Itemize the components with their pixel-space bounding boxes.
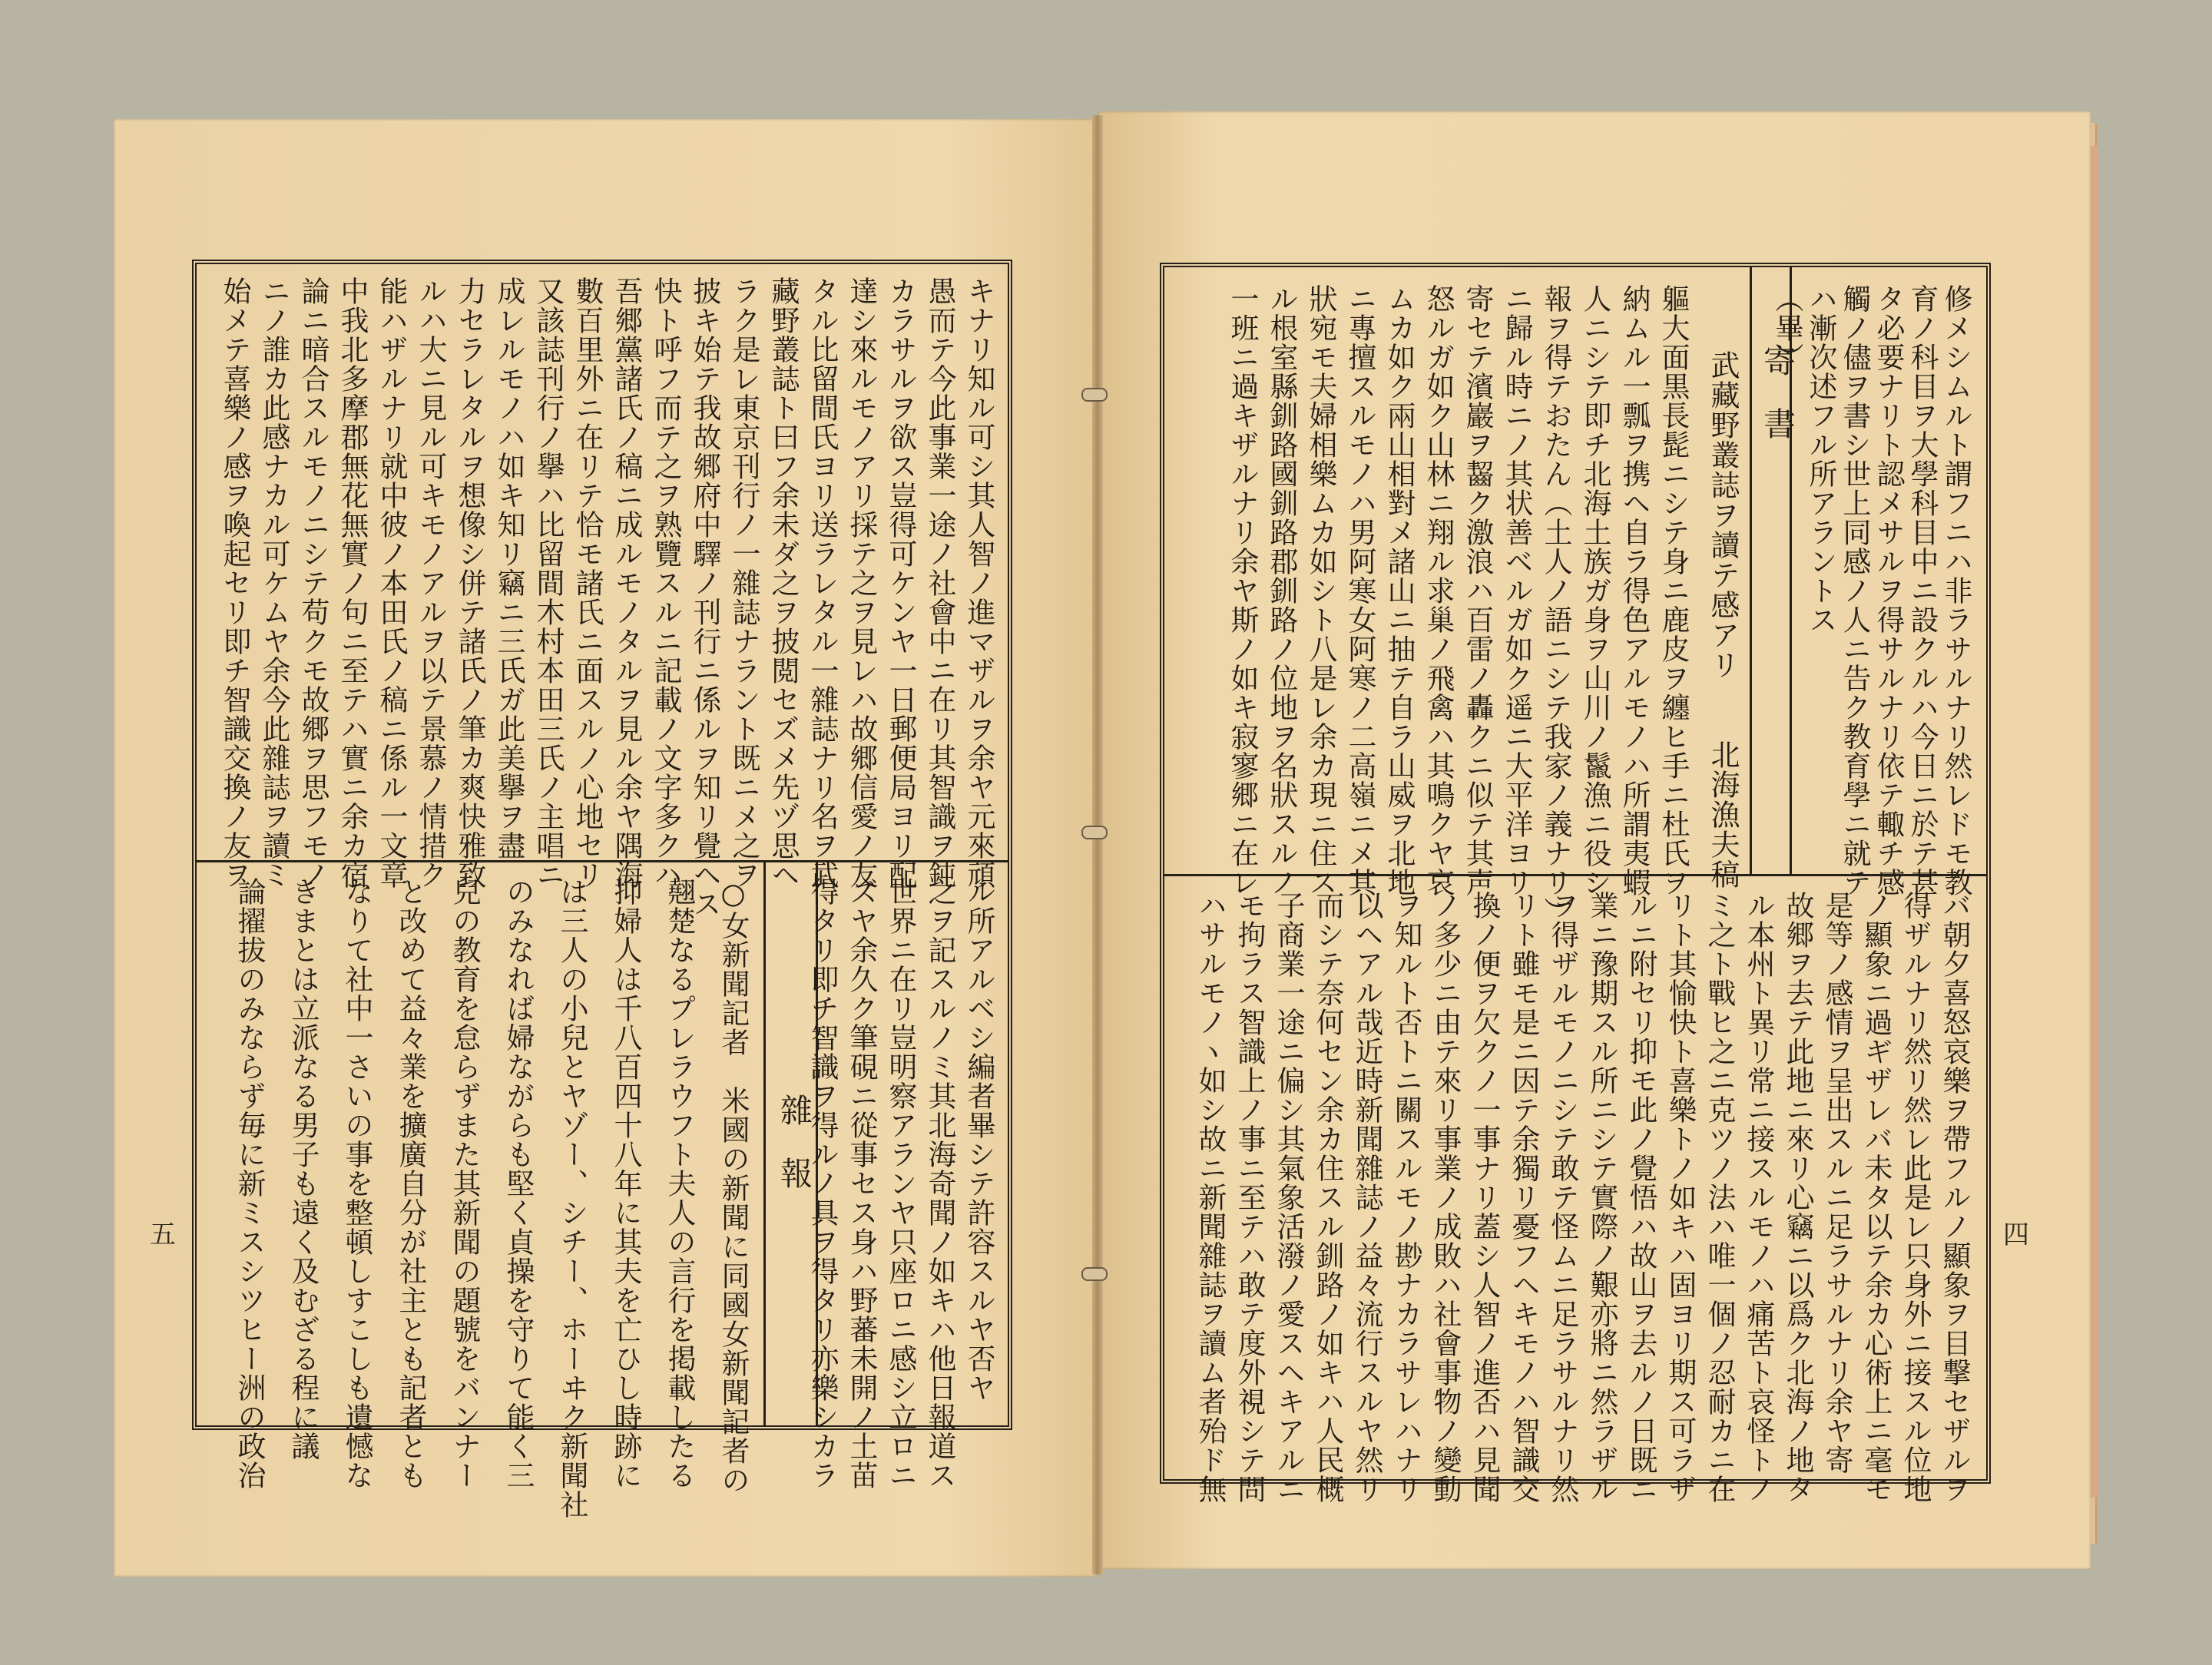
text-column: リト其愉快ト喜樂トノ如キハ固ヨリ期ス可ラザ bbox=[1664, 891, 1697, 1504]
right-text-frame bbox=[1160, 263, 1991, 1504]
text-column: 育ノ科目ヲ大學科目中ニ設クルハ今日ニ於テ甚 bbox=[1906, 284, 1939, 897]
text-column: モ拘ラス智識上ノ事ニ至テハ敢テ度外視シテ問 bbox=[1233, 891, 1266, 1504]
text-column: 快ト呼フ而テ之ヲ熟覽スルニ記載ノ文字多クハ bbox=[649, 276, 682, 889]
text-column: ル根室縣釧路國釧路郡釧路ノ位地ヲ名狀スルノ bbox=[1265, 284, 1298, 897]
text-column: 是等ノ感情ヲ呈出スルニ足ラサルナリ余ヤ寄 bbox=[1820, 891, 1853, 1475]
text-column: 論擢拔のみならず毎に新ミスシツヒー洲の政治 bbox=[233, 877, 266, 1490]
text-column: 翹楚なるプレラウフト夫人の言行を掲載したる bbox=[663, 877, 696, 1490]
text-column: 愚而テ今此事業一途ノ社會中ニ在リ其智識ヲ鈍 bbox=[923, 276, 956, 889]
kisho-heading: 寄書 bbox=[1759, 344, 1796, 470]
text-column: と改めて益々業を擴廣自分が社主とも記者とも bbox=[394, 877, 427, 1490]
text-column: キナリ知ル可シ其人智ノ進マザルヲ余ヤ元來頑 bbox=[962, 276, 995, 889]
text-column: 人ニシテ即チ北海土族ガ身ヲ山川ノ鬣漁ニ役シ bbox=[1578, 284, 1611, 897]
text-column: （畢） bbox=[1770, 284, 1803, 372]
text-column: 成レルモノハ如キ知リ竊ニ三氏ガ此美擧ヲ盡 bbox=[492, 276, 525, 860]
text-column: 力セラレタルヲ想像シ併テ諸氏ノ筆カ爽快雅致 bbox=[453, 276, 486, 889]
binding-stitch bbox=[1081, 1267, 1108, 1281]
text-column: 報ヲ得テおたん（土人ノ語ニシテ我家ノ義ナリ） bbox=[1539, 284, 1572, 926]
text-column: ル所アルベシ編者畢シテ許容スルヤ否ヤ bbox=[962, 877, 995, 1402]
text-column: 達シ來ルモノアリ採テ之ヲ見レハ故郷信愛ノ友 bbox=[845, 276, 878, 889]
text-column: 觸ノ儘ヲ書シ世上同感ノ人ニ告ク教育學ニ就テ bbox=[1838, 284, 1871, 897]
article-title: 武藏野叢誌ヲ讀テ感アリ 北海漁夫稿 bbox=[1706, 350, 1740, 889]
left-page-number: 五 bbox=[150, 1220, 176, 1250]
text-column: ヲ得ザルモノニシテ敢テ怪ムニ足ラサルナリ然 bbox=[1546, 891, 1579, 1504]
text-column: 得ザルナリ然リ然レ此是レ只身外ニ接スル位地 bbox=[1899, 891, 1932, 1504]
text-column: ニ專擅スルモノハ男阿寒女阿寒ノ二高嶺ニメ其 bbox=[1343, 284, 1376, 897]
text-column: 數百里外ニ在リテ恰モ諸氏ニ面スルノ心地セリ bbox=[571, 276, 604, 889]
text-column: ルニ附セリ抑モ此ノ覺悟ハ故山ヲ去ルノ日既ニ bbox=[1624, 891, 1657, 1504]
text-column: 論ニ暗合スルモノニシテ苟クモ故郷ヲ思フモノ bbox=[296, 276, 329, 889]
text-column: 換ノ便ヲ欠クノ一事ナリ蓋シ人智ノ進否ハ見聞 bbox=[1468, 891, 1501, 1504]
text-column: ルハ大ニ見ル可キモノアルヲ以テ景慕ノ情措ク bbox=[414, 276, 447, 889]
binding-stitch bbox=[1081, 826, 1108, 839]
text-column: 怒ルガ如ク山林ニ翔ル求巢ノ飛禽ハ其鳴クヤ哀 bbox=[1422, 284, 1455, 897]
zappo-heading: 雜報 bbox=[776, 1094, 813, 1220]
text-column: 又該誌刊行ノ擧ハ比留間木村本田三氏ノ主唱ニ bbox=[531, 276, 565, 889]
binding-stitch bbox=[1081, 388, 1108, 402]
text-column: 業ニ豫期スル所ニシテ實際ノ艱亦將ニ然ラザル bbox=[1585, 891, 1618, 1504]
text-column: ミ之ト戰ヒ之ニ克ツノ法ハ唯一個ノ忍耐カニ在 bbox=[1703, 891, 1736, 1504]
kisho-rule-right bbox=[1750, 267, 1752, 874]
text-column: 而シテ奈何セン余カ住スル釧路ノ如キハ人民概 bbox=[1311, 891, 1344, 1504]
text-column: カラサルヲ欲ス豈得可ケンヤ一日郵便局ヨリ配 bbox=[884, 276, 917, 889]
right-page-number: 四 bbox=[2003, 1220, 2029, 1250]
text-column: 兒の教育を怠らずまた其新聞の題號をバンナー bbox=[448, 877, 481, 1490]
left-text-frame bbox=[192, 260, 1012, 1519]
text-column: 藏野叢誌ト曰フ余未ダ之ヲ披閲セズメ先ヅ思ヘ bbox=[767, 276, 800, 889]
text-column: ムカ如ク兩山相對メ諸山ニ抽テ自ラ山威ヲ北地 bbox=[1382, 284, 1416, 897]
text-column: 得タリ即チ智識ヲ得ルノ具ヲ得タリ亦樂シカラ bbox=[806, 877, 839, 1490]
text-column: リト雖モ是ニ因テ余獨リ憂フヘキモノハ智識交 bbox=[1507, 891, 1540, 1504]
text-column: 以ヘアル哉近時新聞雜誌ノ益々流行スルヤ然リ bbox=[1350, 891, 1383, 1504]
text-column: ヲ知ルト否トニ關スルモノ尠ナカラサレハナリ bbox=[1389, 891, 1422, 1504]
text-column: は三人の小兒とヤゾー、シチー、ホーヰク新聞社 bbox=[555, 877, 588, 1519]
text-column: バ朝夕喜怒哀樂ヲ帶フルノ顯象ヲ目撃セザルヲ bbox=[1938, 891, 1971, 1504]
text-column: 世界ニ在リ豈明察アランヤ只座ロニ感シ立ロニ bbox=[884, 877, 917, 1490]
text-column: 之ヲ記スルノミ其北海奇聞ノ如キハ他日報道ス bbox=[923, 877, 956, 1490]
text-column: ハ漸次述フル所アラントス bbox=[1804, 284, 1837, 634]
text-column: ノ多少ニ由テ來リ事業ノ成敗ハ社會事物ノ變動 bbox=[1429, 891, 1462, 1504]
text-column: のみなれば婦ながらも堅く貞操を守りて能く三 bbox=[502, 877, 535, 1490]
text-column: きまとは立派なる男子も遠く及むざる程に議 bbox=[286, 877, 320, 1461]
text-column: 故郷ヲ去テ此地ニ來リ心竊ニ以爲ク北海ノ地タ bbox=[1781, 891, 1814, 1504]
text-column: 軀大面黒長髭ニシテ身ニ鹿皮ヲ纏ヒ手ニ杜氏ヲ bbox=[1657, 284, 1690, 897]
text-column: ル本州ト異リ常ニ接スルモノハ痛苦ト哀怪トノ bbox=[1742, 891, 1775, 1504]
text-column: 修メシムルト謂フニハ非ラサルナリ然レドモ教 bbox=[1939, 284, 1972, 897]
text-column: 一班ニ過キザルナリ余ヤ斯ノ如キ寂寥郷ニ在レ bbox=[1226, 284, 1259, 897]
text-column: ズヤ余久ク筆硯ニ從事セス身ハ野蕃未開ノ土苗 bbox=[845, 877, 878, 1490]
text-column: ラク是レ東京刊行ノ一雜誌ナラント既ニメ之ヲ bbox=[727, 276, 760, 889]
text-column: 中我北多摩郡無花無實ノ句ニ至テハ實ニ余カ宿 bbox=[336, 276, 369, 889]
text-column: 抑婦人は千八百四十八年に其夫を亡ひし時跡に bbox=[609, 877, 642, 1490]
text-column: 能ハザルナリ就中彼ノ本田氏ノ稿ニ係ル一文章 bbox=[375, 276, 408, 889]
text-column: ノ顯象ニ過ギザレバ未タ以テ余カ心術上ニ毫モ bbox=[1859, 891, 1892, 1504]
text-column: 子商業一途ニ偏シ其氣象活潑ノ愛スヘキアルニ bbox=[1272, 891, 1305, 1504]
text-column: 披キ始テ我故郷府中驛ノ刊行ニ係ルヲ知リ覺ヘス bbox=[688, 276, 721, 919]
text-column: 吾郷黨諸氏ノ稿ニ成ルモノタルヲ見ル余ヤ隅海 bbox=[610, 276, 643, 889]
text-column: 納ムル一瓢ヲ携ヘ自ラ得色アルモノハ所謂夷蝦 bbox=[1618, 284, 1651, 897]
text-column: なりて社中一さいの事を整頓しすこしも遺憾な bbox=[340, 877, 373, 1490]
zappo-rule-right bbox=[763, 860, 766, 1425]
text-column: タ必要ナリト認メサルヲ得サルナリ依テ輙チ感 bbox=[1872, 284, 1905, 897]
text-column: 狀宛モ夫婦相樂ムカ如シト八是レ余カ現ニ住ス bbox=[1304, 284, 1337, 897]
text-column: タル比留間氏ヨリ送ラレタル一雜誌ナリ名ヲ武 bbox=[806, 276, 839, 889]
text-column: ニノ誰カ此感ナカル可ケムヤ余今此雜誌ヲ讀ミ bbox=[257, 276, 290, 889]
text-column: 始メテ喜樂ノ感ヲ喚起セリ即チ智識交換ノ友ヲ bbox=[218, 276, 251, 889]
text-column: ハサルモノヽ如シ故ニ新聞雜誌ヲ讀ム者殆ド無 bbox=[1194, 891, 1227, 1504]
book-gutter bbox=[1092, 115, 1103, 1574]
text-column: 寄セテ濱巖ヲ齧ク激浪ハ百雷ノ轟クニ似テ其声 bbox=[1461, 284, 1494, 897]
text-column: ○女新聞記者 米國の新聞に同國女新聞記者の bbox=[717, 877, 750, 1495]
text-column: ニ歸ル時ニノ其状善ベルガ如ク遥ニ大平洋ヨリ bbox=[1500, 284, 1533, 897]
